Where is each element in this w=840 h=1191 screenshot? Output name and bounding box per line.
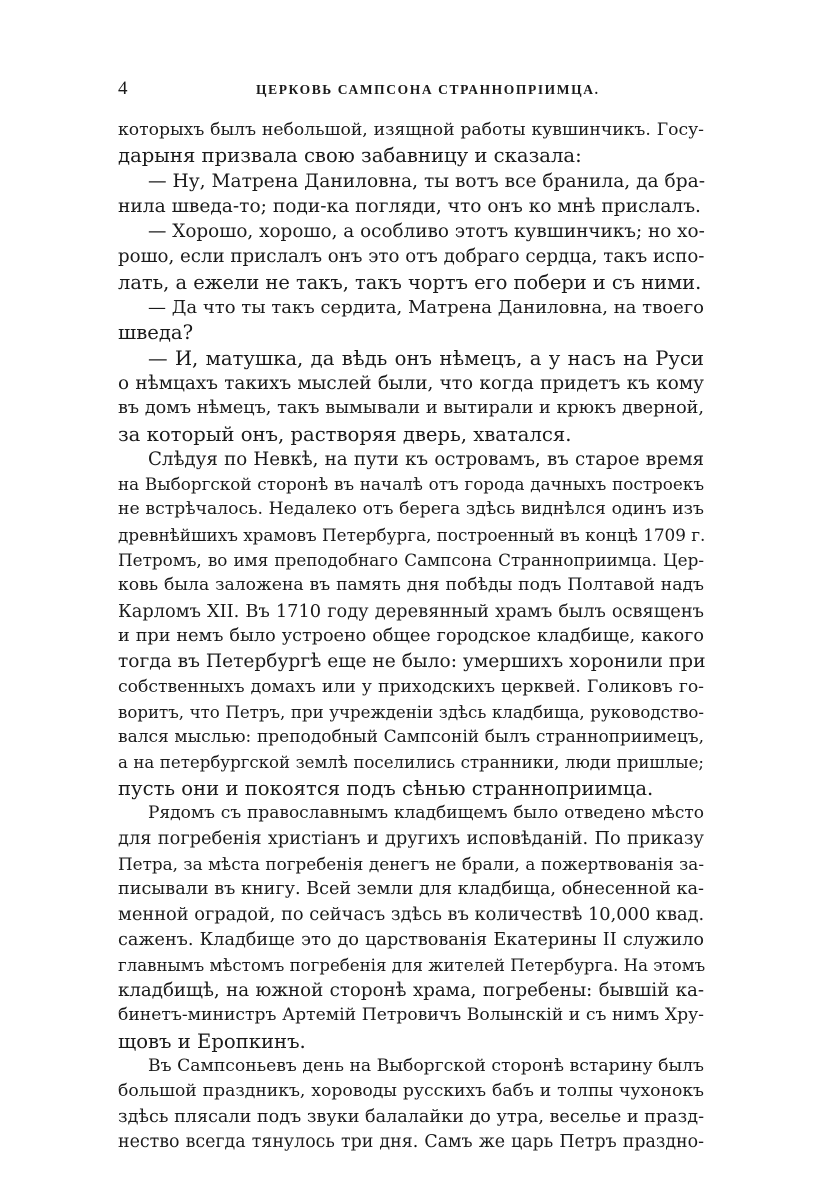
text-line: на Выборгской сторонѣ въ началѣ отъ города дачныхъ построекъ [118, 474, 704, 495]
text-line: нила шведа-то; поди-ка погляди, что онъ ко мнѣ прислалъ. [118, 195, 701, 217]
text-line: для погребенія христіанъ и другихъ исповѣданій. По приказу [118, 828, 704, 850]
text-line: воритъ, что Петръ, при учрежденіи здѣсь кладбища, руководство- [118, 702, 704, 722]
text-line: главнымъ мѣстомъ погребенія для жителей Петербурга. На этомъ [118, 955, 706, 975]
text-line: которыхъ былъ небольшой, изящной работы кувшинчикъ. Госу- [118, 120, 704, 140]
text-line: — Да что ты такъ сердита, Матрена Даниловна, на твоего [148, 297, 704, 319]
text-line: нество всегда тянулось три дня. Самъ же царь Петръ праздно- [118, 1131, 704, 1152]
text-line: щовъ и Еропкинъ. [118, 1029, 306, 1053]
text-line: писывали въ книгу. Всей земли для кладбища, обнесенной ка- [118, 878, 704, 899]
text-line: за который онъ, растворяя дверь, хватался. [118, 422, 572, 446]
text-line: бинетъ-министръ Артемій Петровичъ Волынскій и съ нимъ Хру- [118, 1005, 704, 1026]
text-line: и при немъ было устроено общее городское кладбище, какого [118, 625, 704, 646]
body-text [118, 118, 704, 1155]
text-line: вался мыслью: преподобный Сампсоній былъ странноприимецъ, [118, 727, 704, 748]
text-line: пусть они и покоятся подъ сѣнью странноприимца. [118, 776, 654, 800]
text-line: рошо, если прислалъ онъ это отъ добраго сердца, такъ испо- [118, 246, 705, 268]
text-line: о нѣмцахъ такихъ мыслей были, что когда придетъ къ кому [118, 372, 704, 394]
text-line: ковь была заложена въ память дня побѣды подъ Полтавой надъ [118, 575, 704, 596]
text-line: Петра, за мѣста погребенія денегъ не брали, а пожертвованія за- [118, 853, 704, 874]
text-line: — Ну, Матрена Даниловна, ты вотъ все бранила, да бра- [148, 170, 706, 192]
text-line: тогда въ Петербургѣ еще не было: умершихъ хоронили при [118, 651, 706, 673]
text-line: здѣсь плясали подъ звуки балалайки до утра, веселье и празд- [118, 1106, 705, 1127]
text-line: Рядомъ съ православнымъ кладбищемъ было отведено мѣсто [148, 803, 704, 824]
text-line: Слѣдуя по Невкѣ, на пути къ островамъ, въ старое время [148, 448, 704, 470]
page-header [118, 78, 704, 108]
text-line: кладбищѣ, на южной сторонѣ храма, погребены: бывшій ка- [118, 980, 704, 1002]
text-line: лать, а ежели не такъ, такъ чортъ его побери и съ ними. [118, 270, 702, 294]
running-title: ЦЕРКОВЬ САМПСОНА СТРАННОПРІИМЦА. [256, 82, 600, 97]
text-line: менной оградой, по сейчасъ здѣсь въ количествѣ 10,000 квад. [118, 904, 705, 926]
text-line: Карломъ XII. Въ 1710 году деревянный храмъ былъ освященъ [118, 600, 704, 622]
text-line: Петромъ, во имя преподобнаго Сампсона Странноприимца. Цер- [118, 550, 704, 571]
text-line: шведа? [118, 321, 194, 345]
text-line: — Хорошо, хорошо, а особливо этотъ кувшинчикъ; но хо- [148, 221, 705, 243]
page-number: 4 [118, 78, 128, 99]
text-line: древнѣйшихъ храмовъ Петербурга, построенный въ концѣ 1709 г. [118, 524, 706, 545]
text-line: дарыня призвала свою забавницу и сказала: [118, 144, 582, 168]
text-line: а на петербургской землѣ поселились странники, люди пришлые; [118, 753, 704, 773]
text-line: собственныхъ домахъ или у приходскихъ церквей. Голиковъ го- [118, 676, 704, 697]
text-line: большой праздникъ, хороводы русскихъ бабъ и толпы чухонокъ [118, 1081, 704, 1102]
text-line: — И, матушка, да вѣдь онъ нѣмецъ, а у насъ на Руси [148, 346, 704, 370]
text-line: Въ Сампсоньевъ день на Выборгской сторонѣ встарину былъ [148, 1055, 704, 1076]
text-line: не встрѣчалось. Недалеко отъ берега здѣсь виднѣлся одинъ изъ [118, 499, 704, 520]
text-line: въ домъ нѣмецъ, такъ вымывали и вытирали и крюкъ дверной, [118, 398, 704, 419]
text-line: саженъ. Кладбище это до царствованія Екатерины II служило [118, 929, 704, 950]
